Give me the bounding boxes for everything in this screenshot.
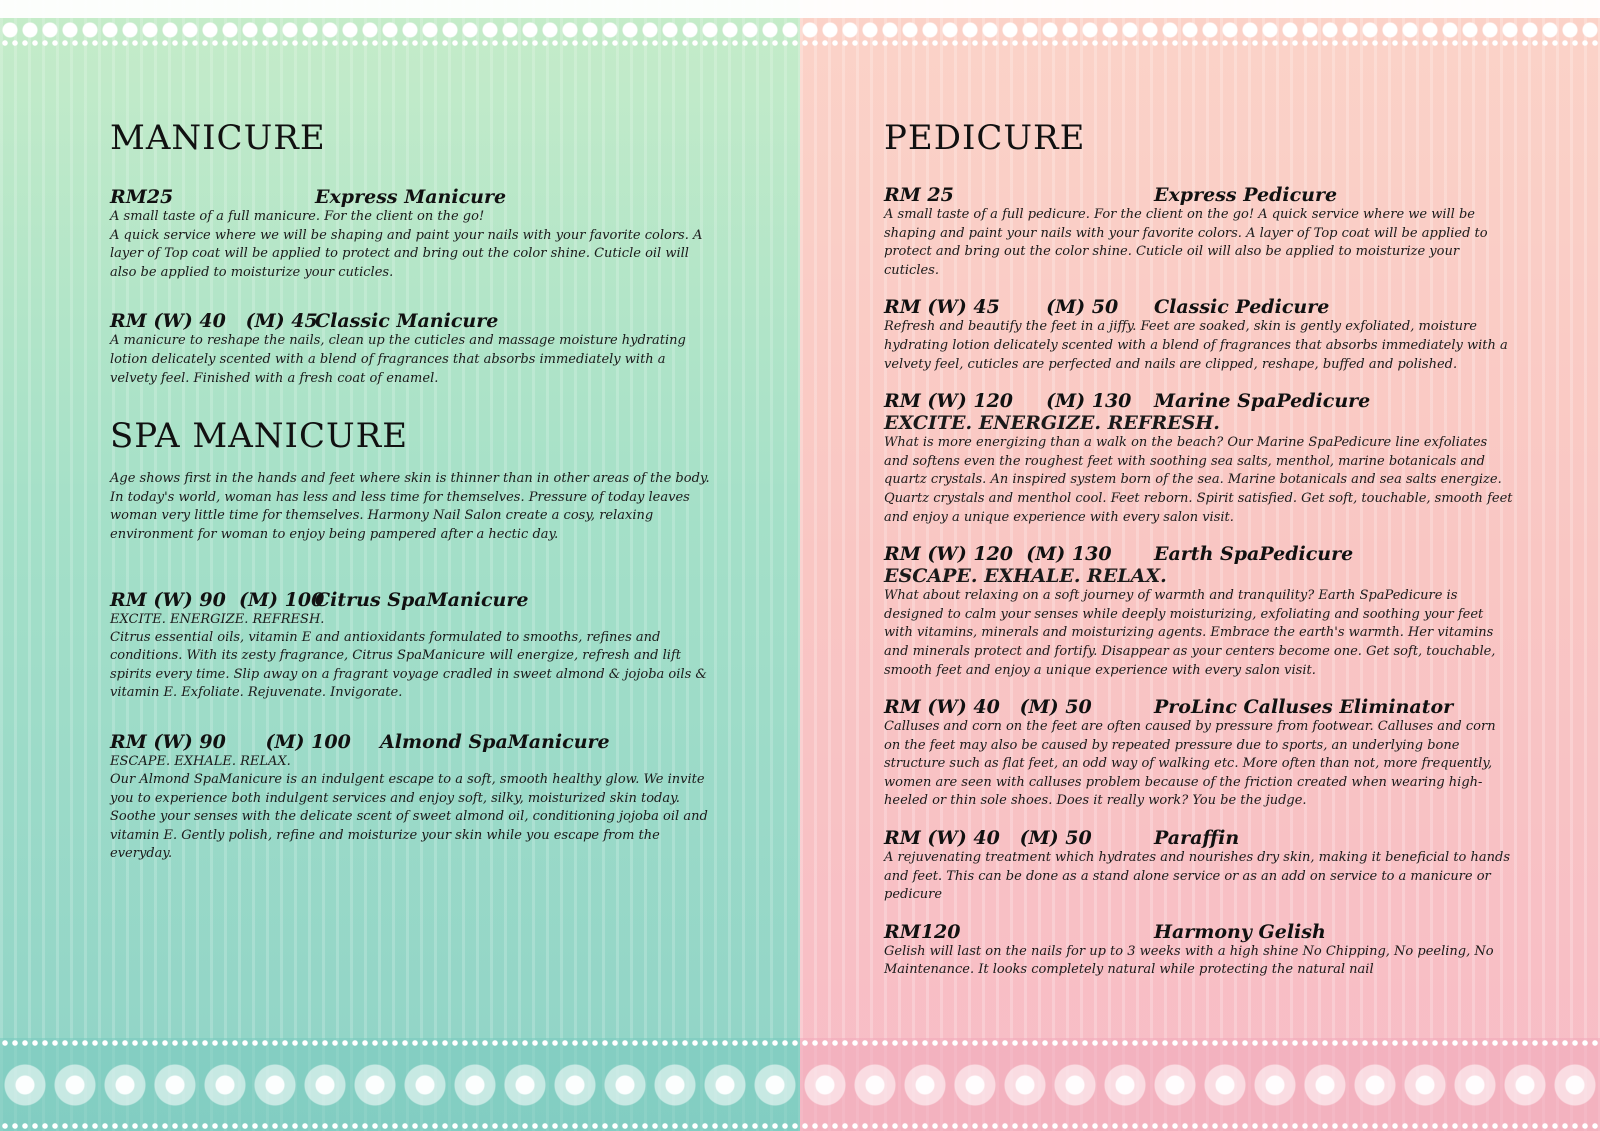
spa-manicure-intro: Age shows first in the hands and feet where skin is thinner than in other areas of the body. In today's world, woman has less and less time for themselves. Pressure of today leaves woman very little time for themselves. Harmony Nail Salon create a cosy, relaxing environment for woman to enjoy being pampered after a hectic day. xyxy=(110,471,710,542)
right-page-pedicure xyxy=(800,0,1600,1131)
service-item xyxy=(884,390,1514,527)
service-price: RM 25 xyxy=(884,184,954,206)
service-price: RM (W) 90 (M) 100 xyxy=(110,730,351,753)
service-item xyxy=(110,589,710,703)
manicure-title: MANICURE xyxy=(110,118,326,158)
service-description: What about relaxing on a soft journey of warmth and tranquility? Earth SpaPedicure is designed to calm your senses while deeply moisturizing, exfoliating and soothing your feet with vitamins, minerals and moisturizing agents. Embrace the earth's warmth. Her vitamins and minerals protect and fortify. Disappear as your centers become one. Get soft, touchable, smooth feet and enjoy a unique experience with every salon visit. xyxy=(884,588,1496,678)
service-description: A rejuvenating treatment which hydrates and nourishes dry skin, making it beneficial to hands and feet. This can be done as a stand alone service or as an add on service to a manicure or pedicure xyxy=(884,850,1510,903)
lace-dots-top xyxy=(800,38,1600,48)
service-description: A small taste of a full pedicure. For the client on the go! A quick service where we will be shaping and paint your nails with your favorite colors. A layer of Top coat will be applied to protect and bring out the color shine. Cuticle oil will also be applied to moisturize your cuticles. xyxy=(884,207,1488,278)
service-item xyxy=(884,543,1514,680)
service-description: A manicure to reshape the nails, clean up the cuticles and massage moisture hydrating lotion delicately scented with a blend of fragrances that absorbs immediately with a velvety feel. Finished with a fresh coat of enamel. xyxy=(110,333,686,386)
service-item xyxy=(884,184,1514,280)
service-price: RM (W) 40 (M) 50 xyxy=(884,827,1092,850)
service-description: Gelish will last on the nails for up to 3 weeks with a high shine No Chipping, No peeling, No Maintenance. It looks completely natural while protecting the natural nail xyxy=(884,943,1494,978)
pedicure-content xyxy=(884,118,1514,996)
service-description: Calluses and corn on the feet are often caused by pressure from footwear. Calluses and corn on the feet may also be caused by repeated pressure due to sports, an underlying bone structure such as flat feet, an odd way of walking etc. More often than not, more frequently, women are seen with calluses problem because of the friction created when wearing high-heeled or thin sole shoes. Does it really work? You be the judge. xyxy=(884,719,1496,809)
service-description: Citrus essential oils, vitamin E and antioxidants formulated to smooths, refines and conditions. With its zesty fragrance, Citrus SpaManicure will energize, refresh and lift spirits every time. Slip away on a fragrant voyage cradled in sweet almond & jojoba oils & vitamin E. Exfoliate. Rejuvenate. Invigorate. xyxy=(110,629,707,701)
lace-border-bottom xyxy=(0,1038,800,1131)
service-price: RM (W) 45 (M) 50 xyxy=(884,296,1119,319)
service-price: RM (W) 40 (M) 50 xyxy=(884,696,1092,719)
service-name: Marine SpaPedicure xyxy=(1154,390,1371,413)
service-price: RM (W) 40 (M) 45 xyxy=(110,310,318,333)
service-name: Express Pedicure xyxy=(1154,184,1338,206)
service-tagline: ESCAPE. EXHALE. RELAX. xyxy=(110,753,291,769)
pedicure-title: PEDICURE xyxy=(884,118,1086,158)
service-description: Our Almond SpaManicure is an indulgent escape to a soft, smooth healthy glow. We invite you to experience both indulgent services and enjoy soft, silky, moisturized skin today. Soothe your senses with the delicate scent of sweet almond oil, conditioning jojoba oil and vitamin E. Gently polish, refine and moisturize your skin while you escape from the everyday. xyxy=(110,771,708,862)
service-tagline: EXCITE. ENERGIZE. REFRESH. xyxy=(884,412,1220,435)
service-price: RM (W) 120 (M) 130 xyxy=(884,390,1132,413)
service-name: Paraffin xyxy=(1154,827,1240,850)
service-name: ProLinc Calluses Eliminator xyxy=(1154,696,1454,719)
service-description: A small taste of a full manicure. For the client on the go! A quick service where we will be shaping and paint your nails with your favorite colors. A layer of Top coat will be applied to protect and bring out the color shine. Cuticle oil will also be applied to moisturize your cuticles. xyxy=(110,209,703,280)
service-price: RM (W) 120 (M) 130 xyxy=(884,543,1112,566)
service-tagline: ESCAPE. EXHALE. RELAX. xyxy=(884,565,1167,588)
service-name: Classic Manicure xyxy=(315,310,499,333)
service-name: Earth SpaPedicure xyxy=(1154,543,1354,566)
service-description: Refresh and beautify the feet in a jiffy. Feet are soaked, skin is gently exfoliated, moisture hydrating lotion delicately scented with a blend of fragrances that absorbs immediately with a velvety feel, cuticles are perfected and nails are clipped, reshape, buffed and polished. xyxy=(884,319,1508,372)
lace-dots-top xyxy=(0,38,800,48)
service-name: Citrus SpaManicure xyxy=(315,588,529,611)
manicure-content xyxy=(110,118,710,892)
service-name: Classic Pedicure xyxy=(1154,296,1330,319)
service-item xyxy=(110,186,710,282)
service-item xyxy=(884,921,1514,980)
service-name: Almond SpaManicure xyxy=(380,730,610,753)
spa-manicure-title: SPA MANICURE xyxy=(110,416,409,457)
lace-border-bottom xyxy=(800,1038,1600,1131)
service-price: RM120 xyxy=(884,920,961,943)
service-description: What is more energizing than a walk on the beach? Our Marine SpaPedicure line exfoliates and softens even the roughest feet with soothing sea salts, menthol, marine botanicals and quartz crystals. An inspired system born of the sea. Marine botanicals and sea salts energize. Quartz crystals and menthol cool. Feet reborn. Spirit satisfied. Get soft, touchable, smooth feet and enjoy a unique experience with every salon visit. xyxy=(884,435,1513,525)
service-item xyxy=(110,731,710,864)
service-price: RM (W) 90 (M) 100 xyxy=(110,588,325,611)
service-item xyxy=(884,296,1514,374)
service-name: Express Manicure xyxy=(315,186,507,208)
service-item xyxy=(884,696,1514,811)
service-price: RM25 xyxy=(110,186,174,208)
service-item xyxy=(110,310,710,388)
service-item xyxy=(884,827,1514,905)
service-tagline: EXCITE. ENERGIZE. REFRESH. xyxy=(110,611,325,627)
service-name: Harmony Gelish xyxy=(1154,920,1326,943)
